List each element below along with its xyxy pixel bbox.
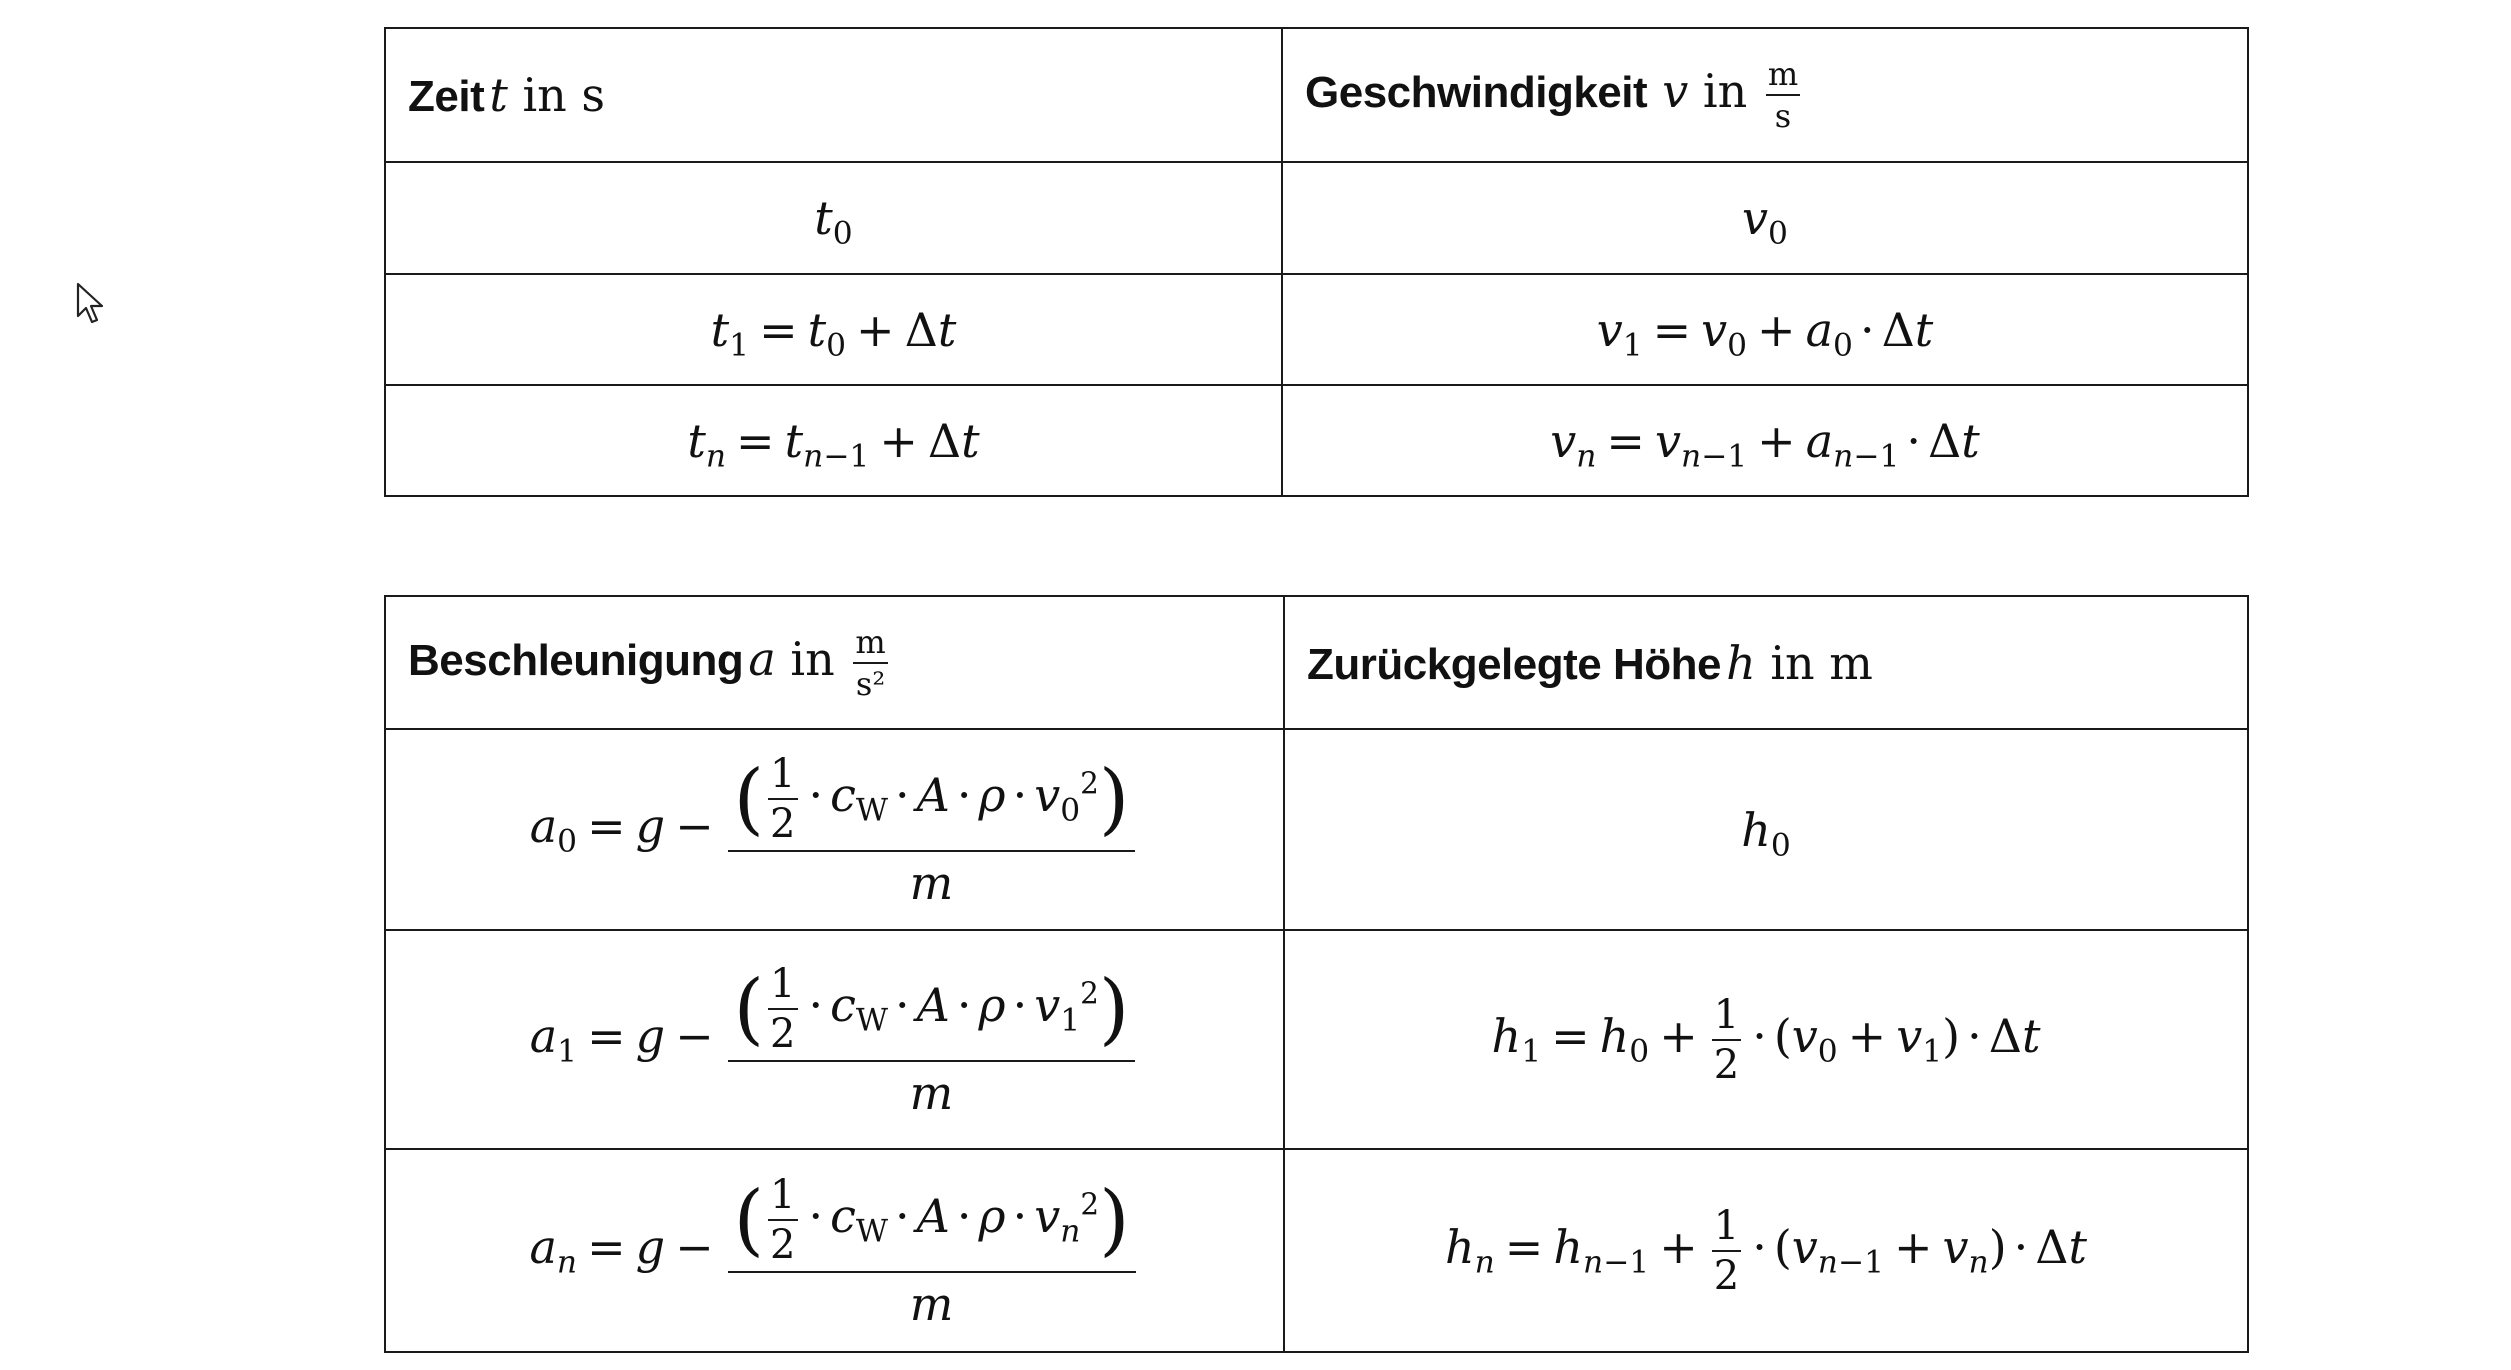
unit-in-label: in [1702,64,1748,118]
header-accel-label: Beschleunigung [408,635,744,685]
unit-in-label: in [522,68,567,122]
speed-cell: $v_n = v_{n-1} + a_{n-1} \cdot \Delta t$ [1282,385,2248,496]
accel-cell: $a_n = g$ − ( $\frac{1}{2}$ · $c_W \cdot A \cdot \rho \cdot v_n^2$) m [385,1149,1284,1352]
speed-unit-denominator: s [1774,97,1792,135]
height-cell: $h_0$ [1284,729,2248,930]
accel-cell: $a_0 = g$ − ( $\frac{1}{2}$ · $c_W \cdot A \cdot \rho \cdot v_0^2$) m [385,729,1284,930]
header-time-label: Zeit [408,72,485,121]
speed-cell: $v_0$ [1282,162,2248,274]
accel-unit-numerator: m [853,626,887,664]
mouse-pointer-icon [76,282,108,326]
table-row [385,729,2248,930]
time-variable: t [489,68,508,122]
header-height [1284,596,2248,729]
table-row [385,385,2248,496]
table-row [385,162,2248,274]
speed-unit-numerator: m [1766,58,1800,96]
accel-unit-fraction [853,622,887,703]
velocity-table [384,27,2249,497]
accel-unit-denominator: s² [855,664,886,703]
header-accel [385,596,1284,729]
speed-unit-fraction [1766,55,1800,135]
acceleration-height-table [384,595,2249,1353]
header-speed-label: Geschwindigkeit [1305,68,1648,117]
table-row [385,930,2248,1149]
height-cell: $h_n = h_{n-1}$ + $\frac{1}{2}$ · $(v_{n-1} + v_n) \cdot \Delta t$ [1284,1149,2248,1352]
unit-in-label: in [790,631,835,686]
height-unit: m [1829,635,1873,690]
time-cell: $t_0$ [385,162,1282,274]
table-row [385,274,2248,385]
table-row [385,1149,2248,1352]
height-cell: $h_1 = h_0$ + $\frac{1}{2}$ · $(v_0 + v_1) \cdot \Delta t$ [1284,930,2248,1149]
table-header-row [385,28,2248,162]
time-cell: $t_1 = t_0 + \Delta t$ [385,274,1282,385]
header-height-label: Zurückgelegte Höhe [1307,639,1721,689]
accel-cell: $a_1 = g$ − ( $\frac{1}{2}$ · $c_W \cdot A \cdot \rho \cdot v_1^2$) m [385,930,1284,1149]
height-variable: h [1726,635,1756,690]
time-unit: s [581,68,606,122]
header-time [385,28,1282,162]
speed-variable: v [1662,64,1689,118]
speed-cell: $v_1 = v_0 + a_0 \cdot \Delta t$ [1282,274,2248,385]
table-header-row [385,596,2248,729]
header-speed [1282,28,2248,162]
accel-variable: a [748,631,776,686]
time-cell: $t_n = t_{n-1} + \Delta t$ [385,385,1282,496]
unit-in-label: in [1770,635,1815,690]
